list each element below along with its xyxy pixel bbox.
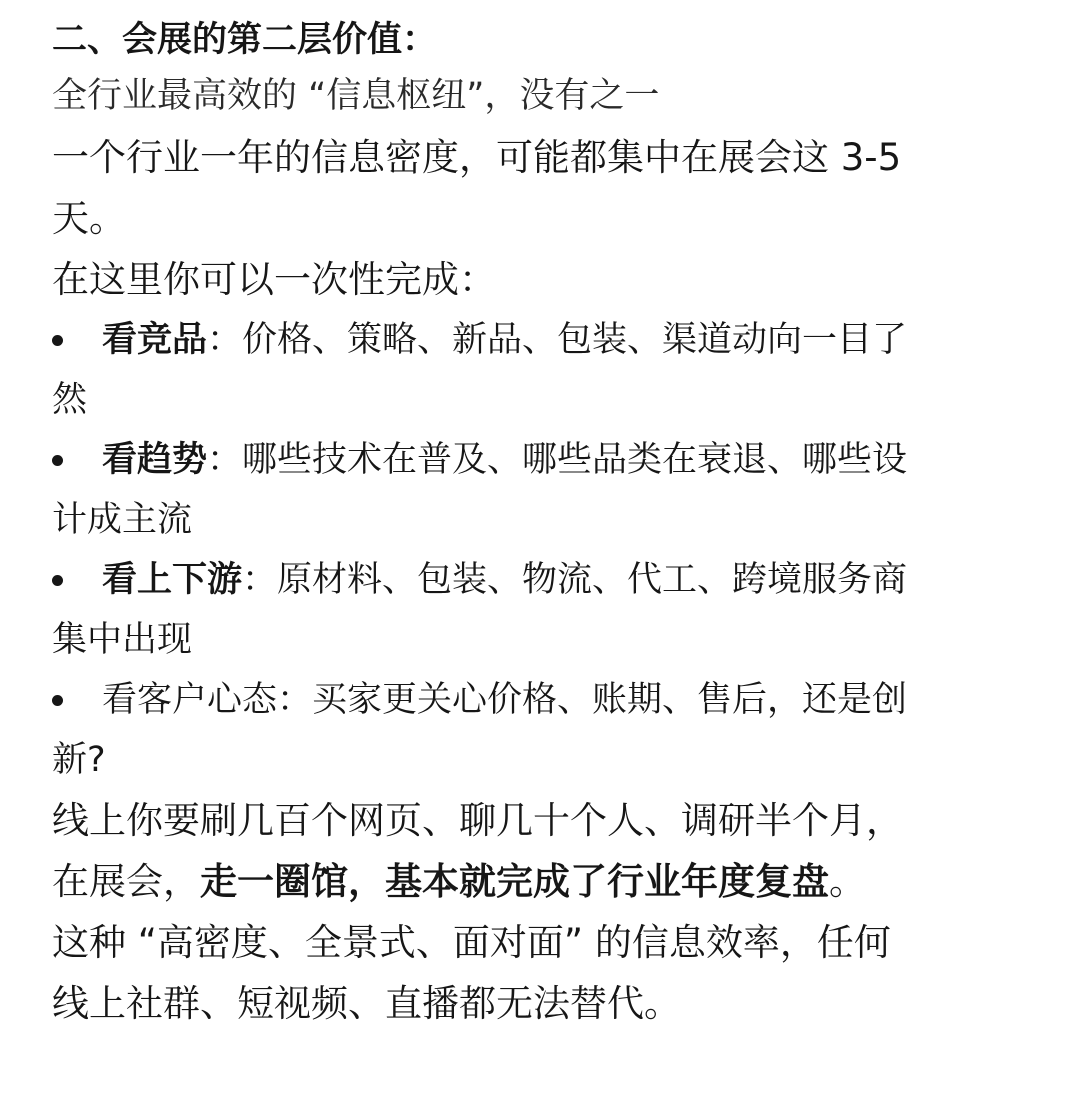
online-comparison-paragraph <box>52 790 1037 912</box>
section-subheading: 全行业最高效的 “信息枢纽”，没有之一 <box>52 76 660 116</box>
benefits-list <box>52 310 1037 790</box>
closing-paragraph <box>52 912 1037 1034</box>
intro-paragraph <box>52 127 1037 249</box>
item-text: 买家更关心价格、账期、售后，还是创 <box>312 680 908 720</box>
item-text: 原材料、包装、物流、代工、跨境服务商 <box>277 560 908 600</box>
closing-line-2: 线上社群、短视频、直播都无法替代。 <box>52 982 681 1025</box>
online-line-2-suffix: 。 <box>829 860 866 903</box>
online-line-1: 线上你要刷几百个网页、聊几十个人、调研半个月， <box>52 799 903 842</box>
item-text: 哪些技术在普及、哪些品类在衰退、哪些设 <box>242 440 908 480</box>
list-item <box>52 670 1037 790</box>
list-item <box>52 430 1037 550</box>
item-text-continued: 集中出现 <box>52 620 193 660</box>
item-separator: ： <box>207 440 243 480</box>
item-label: 看客户心态 <box>102 680 278 720</box>
list-item <box>52 310 1037 430</box>
item-separator: ： <box>277 680 313 720</box>
item-label: 看趋势 <box>102 440 208 480</box>
article <box>52 12 1037 1034</box>
item-text-continued: 新? <box>52 740 106 780</box>
item-label: 看竞品 <box>102 320 208 360</box>
intro-line-1: 一个行业一年的信息密度，可能都集中在展会这 3-5 <box>52 136 902 179</box>
item-separator: ： <box>242 560 278 600</box>
online-line-2-emphasis: 走一圈馆，基本就完成了行业年度复盘 <box>200 860 829 903</box>
closing-line-1: 这种 “高密度、全景式、面对面” 的信息效率，任何 <box>52 921 891 964</box>
intro-line-2: 天。 <box>52 197 126 240</box>
item-label: 看上下游 <box>102 560 243 600</box>
section-heading: 二、会展的第二层价值： <box>52 20 438 60</box>
bullet-icon <box>52 455 63 466</box>
bullet-icon <box>52 695 63 706</box>
bullet-icon <box>52 335 63 346</box>
bullet-icon <box>52 575 63 586</box>
item-text-continued: 然 <box>52 380 88 420</box>
item-text: 价格、策略、新品、包装、渠道动向一目了 <box>242 320 908 360</box>
item-separator: ： <box>207 320 243 360</box>
online-line-2-prefix: 在展会， <box>52 860 200 903</box>
list-intro: 在这里你可以一次性完成： <box>52 258 496 301</box>
item-text-continued: 计成主流 <box>52 500 193 540</box>
list-item <box>52 550 1037 670</box>
